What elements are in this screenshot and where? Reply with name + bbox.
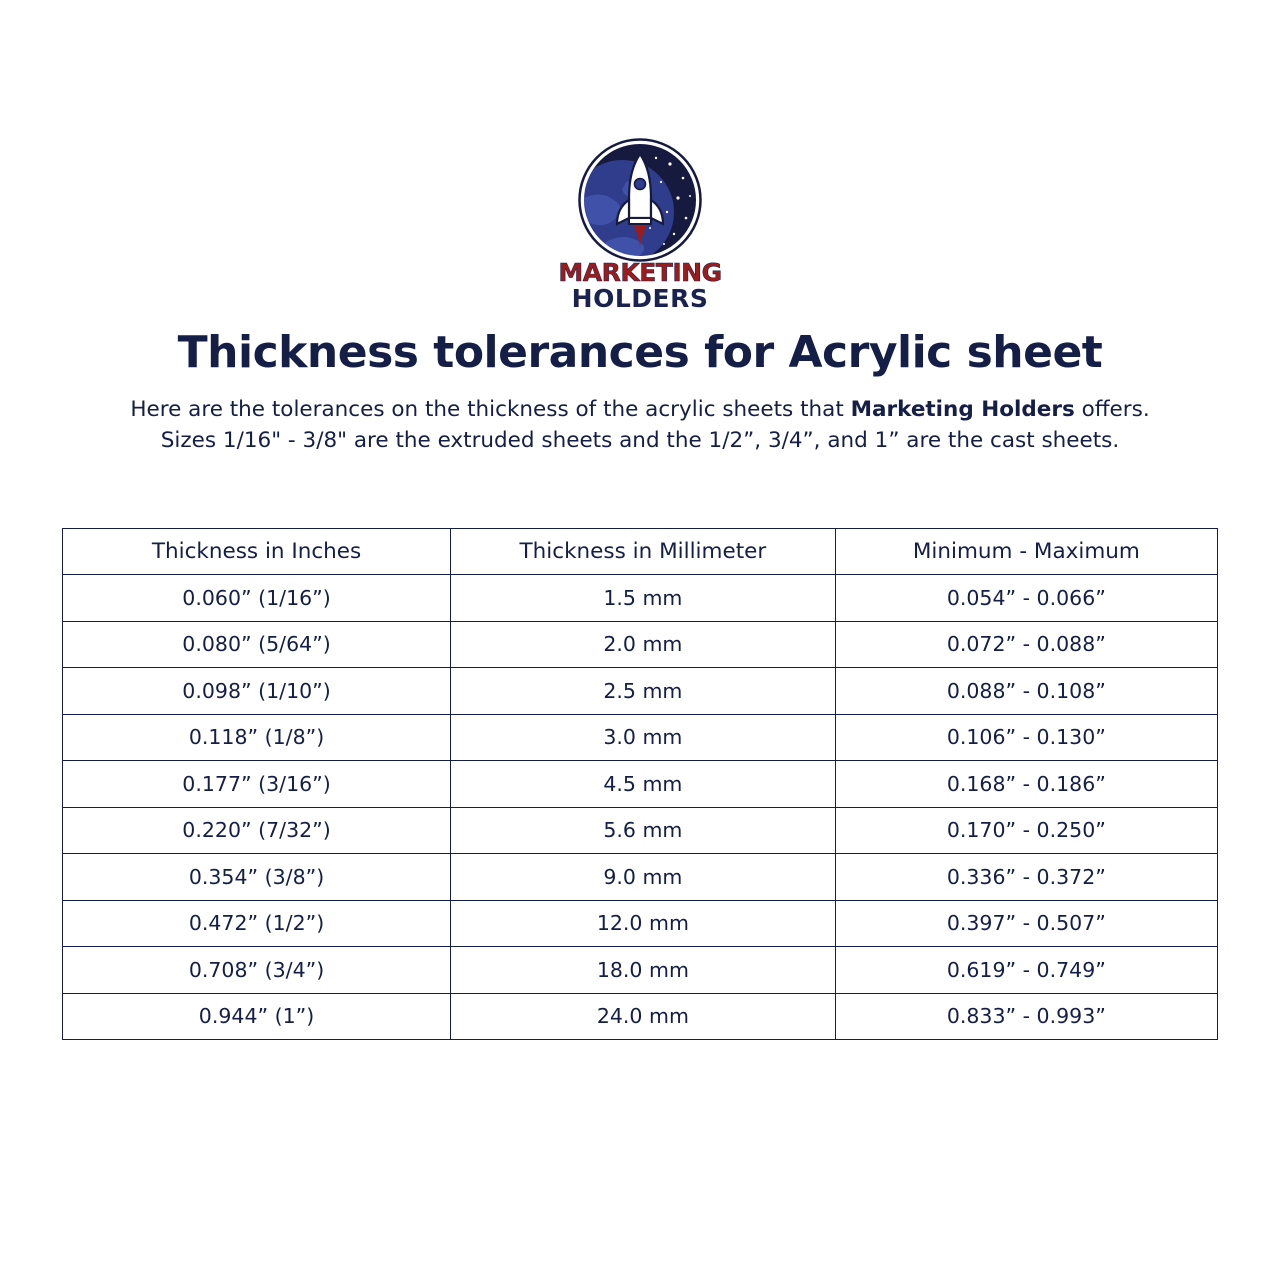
cell-millimeter: 2.0 mm [451,621,836,668]
logo-word-holders: HOLDERS [571,284,709,313]
logo-word-marketing: MARKETING [558,258,722,287]
cell-min-max: 0.397” - 0.507” [835,900,1217,947]
cell-inches: 0.708” (3/4”) [63,947,451,994]
table-row [63,947,1218,994]
cell-inches: 0.177” (3/16”) [63,761,451,808]
cell-inches: 0.944” (1”) [63,993,451,1040]
cell-inches: 0.118” (1/8”) [63,714,451,761]
tolerance-table-container [62,528,1218,1040]
cell-min-max: 0.088” - 0.108” [835,668,1217,715]
cell-inches: 0.080” (5/64”) [63,621,451,668]
table-row [63,668,1218,715]
cell-min-max: 0.336” - 0.372” [835,854,1217,901]
cell-millimeter: 12.0 mm [451,900,836,947]
page-title: Thickness tolerances for Acrylic sheet [177,327,1103,378]
table-row [63,993,1218,1040]
subtitle-line2: Sizes 1/16" - 3/8" are the extruded sheets and the 1/2”, 3/4”, and 1” are the cast sheets. [160,428,1120,454]
brand-logo [0,0,1280,313]
cell-min-max: 0.106” - 0.130” [835,714,1217,761]
table-row [63,575,1218,622]
subtitle-line1 [130,397,1149,422]
subtitle-line1-pre: Here are the tolerances on the thickness of the acrylic sheets that [130,397,851,422]
column-header-min-max: Minimum - Maximum [835,529,1217,575]
page-subtitle [60,394,1220,456]
cell-inches: 0.220” (7/32”) [63,807,451,854]
column-header-inches: Thickness in Inches [63,529,451,575]
cell-inches: 0.098” (1/10”) [63,668,451,715]
table-row [63,621,1218,668]
cell-min-max: 0.054” - 0.066” [835,575,1217,622]
cell-millimeter: 2.5 mm [451,668,836,715]
cell-inches: 0.354” (3/8”) [63,854,451,901]
tolerance-table [62,528,1218,1040]
cell-millimeter: 24.0 mm [451,993,836,1040]
rocket-earth-badge-icon [566,138,714,266]
cell-inches: 0.472” (1/2”) [63,900,451,947]
cell-min-max: 0.170” - 0.250” [835,807,1217,854]
table-row [63,714,1218,761]
cell-min-max: 0.168” - 0.186” [835,761,1217,808]
subtitle-line1-post: offers. [1074,397,1150,422]
logo-wordmark [540,260,740,311]
cell-min-max: 0.072” - 0.088” [835,621,1217,668]
cell-min-max: 0.619” - 0.749” [835,947,1217,994]
table-row [63,854,1218,901]
table-row [63,761,1218,808]
cell-inches: 0.060” (1/16”) [63,575,451,622]
cell-millimeter: 4.5 mm [451,761,836,808]
table-row [63,807,1218,854]
cell-millimeter: 5.6 mm [451,807,836,854]
cell-millimeter: 9.0 mm [451,854,836,901]
cell-min-max: 0.833” - 0.993” [835,993,1217,1040]
cell-millimeter: 1.5 mm [451,575,836,622]
cell-millimeter: 3.0 mm [451,714,836,761]
subtitle-brand-name: Marketing Holders [850,397,1075,422]
table-row [63,900,1218,947]
table-header-row [63,529,1218,575]
cell-millimeter: 18.0 mm [451,947,836,994]
column-header-millimeter: Thickness in Millimeter [451,529,836,575]
